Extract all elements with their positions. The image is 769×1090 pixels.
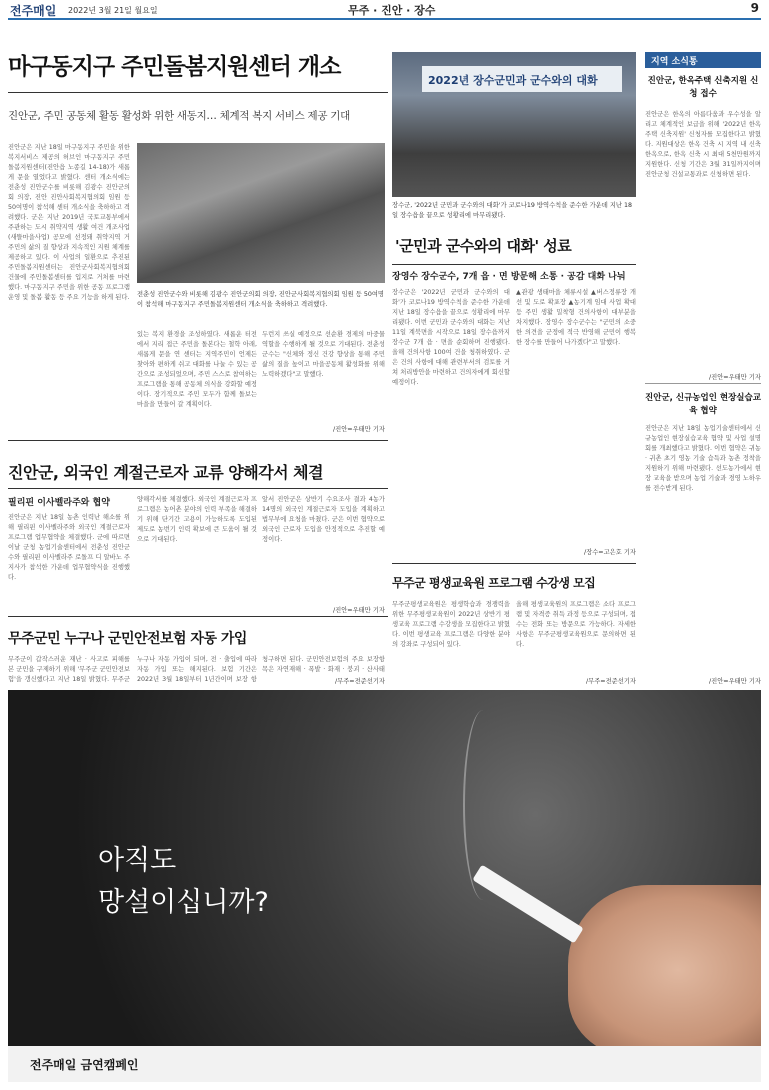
section-name: 무주 · 진안 · 장수 bbox=[348, 4, 436, 17]
article5-byline: /무주=전준선기자 bbox=[586, 678, 636, 685]
article3-col3: 앞서 진안군은 상반기 수요조사 결과 4농가 14명의 외국인 계절근로자 도입을 계획하고 법무부에 요청을 마쳤다. 군은 이번 협약으로 외국인 근로자 도입을 안정적으로 추진할 예정이다. bbox=[262, 496, 385, 543]
article1-col3: 두런지 쓰실 예정으로 선순환 경제의 마중물 역할을 수행하게 될 것으로 기대된다. 전춘성 군수는 "신체와 정신 건강 향상을 통해 주민 삶의 질을 높이고 마을공동체 활성화를 위해 노력하겠다"고 말했다. bbox=[262, 331, 385, 378]
article2-byline: /장수=고은호 기자 bbox=[584, 549, 636, 556]
article1-caption: 전춘성 진안군수와 비롯해 김광수 진안군의회 의장, 진안군사회복지협의회 임원 등 50여명이 참석해 마구동지구 주민돌봄지원센터 개소식을 축하하고 격려했다. bbox=[137, 291, 385, 308]
masthead-logo: 전주매일 bbox=[10, 4, 57, 18]
article1-byline: /진안=우태만 기자 bbox=[333, 426, 385, 433]
sidebar-item2-body: 진안군은 지난 18일 농업기술센터에서 신규농업인 현장실습교육 협약 및 사업 설명회를 개최했다고 밝혔다. 이번 협약은 귀농 · 귀촌 초기 영농 기술 습득과 농촌 정착을 지원하기 위해 마련됐다. 선도농가에서 현장 교육을 받으며 농업 기술과 경영 노하우를 전수받게 된다. bbox=[645, 425, 761, 492]
divider bbox=[645, 383, 761, 384]
sidebar-item1-byline: /진안=우태만 기자 bbox=[709, 374, 761, 381]
sidebar-item2-title: 진안군, 신규농업인 현장실습교육 협약 bbox=[645, 393, 761, 416]
divider bbox=[392, 264, 636, 265]
divider bbox=[8, 616, 388, 617]
sidebar-item1-body: 진안군은 한옥의 아름다움과 우수성을 알리고 체계적인 보급을 위해 '2022년 한옥주택 신축지원' 신청자를 모집한다고 밝혔다. 지원대상은 한옥 건축 시 지역 내 신축 한옥으로, 한옥 신축 시 최대 5천만원까지 지원한다. 신청 기간은 3월 31일까지이며 진안군청 건설교통과로 신청하면 된다. bbox=[645, 111, 761, 178]
hand-graphic bbox=[568, 885, 761, 1046]
ad-headline bbox=[98, 840, 269, 924]
article4-col3: 청구하면 된다. 군민안전보험의 주요 보장항목은 자연재해 · 폭발 · 화재 · 붕괴 · 산사태 bbox=[262, 656, 385, 673]
article2-subtitle: 장영수 장수군수, 7개 읍 · 면 방문해 소통 · 공감 대화 나눠 bbox=[392, 272, 626, 282]
article1-subtitle: 진안군, 주민 공동체 활동 활성화 위한 새동지… 체계적 복지 서비스 제공 기대 bbox=[8, 110, 350, 122]
page-number: 9 bbox=[750, 1, 759, 15]
article5-title: 무주군 평생교육원 프로그램 수강생 모집 bbox=[392, 576, 596, 590]
article3-col2: 양해각서를 체결했다. 외국인 계절근로자 프로그램은 농어촌 분야의 인력 부족을 해결하기 위해 단기간 고용이 가능하도록 도입된 제도로 농번기 인력 확보에 큰 도움이 될 것으로 기대된다. bbox=[137, 496, 257, 543]
divider bbox=[8, 440, 388, 441]
article4-col1: 무주군이 갑작스러운 재난 · 사고로 피해를 본 군민을 구제하기 위해 '무주군 군민안전보험'을 갱신했다고 지난 18일 밝혔다. 무주군 bbox=[8, 656, 130, 683]
article2-col2: ▲관광 생태마을 체류시설 ▲버스정류장 개선 및 도로 확포장 ▲농기계 임대 사업 확대 등 주민 생활 밀착형 건의사항이 대부분을 차지했다. 장영수 장수군수는 "군민의 소중한 의견을 군정에 적극 반영해 군민이 행복한 장수를 만들어 나가겠다"고 말했다. bbox=[516, 289, 636, 346]
article2-photo bbox=[392, 52, 636, 197]
article1-title: 마구동지구 주민돌봄지원센터 개소 bbox=[8, 54, 341, 80]
cigarette-graphic bbox=[472, 865, 583, 944]
issue-date: 2022년 3월 21일 월요일 bbox=[68, 6, 158, 15]
anti-smoking-ad bbox=[8, 690, 761, 1046]
article1-col2: 있는 복지 환경을 조성하였다. 새롭운 터전에서 지리 접근 주민을 돌본다는 철학 아래, 새롭게 문을 연 센터는 지역주민이 언제든 찾아와 편하게 쉬고 대화를 나눌 수 있는 공간으로 조성되었으며, 주민 스스로 참여하는 프로그램을 통해 공동체 의식을 강화할 예정이다. 장기적으로 주민 모두가 함께 돌보는 마을을 만들어 갈 계획이다. bbox=[137, 331, 257, 408]
page-header bbox=[8, 0, 761, 20]
article3-title: 진안군, 외국인 계절근로자 교류 양해각서 체결 bbox=[8, 463, 324, 482]
sidebar-item1-title: 진안군, 한옥주택 신축지원 신청 접수 bbox=[647, 76, 759, 99]
article3-kicker: 필리핀 이사벨라주와 협약 bbox=[8, 498, 110, 508]
ad-footer bbox=[8, 1046, 761, 1082]
article5-col1: 무주군평생교육원은 평생학습과 경쟁력을 위한 무주평생교육원이 2022년 상반기 평생교육 프로그램 수강생을 모집한다고 밝혔다. 이번 평생교육 프로그램은 다양한 분야의 강좌로 구성되어 있다. bbox=[392, 601, 510, 648]
article4-title: 무주군민 누구나 군민안전보험 자동 가입 bbox=[8, 631, 247, 647]
sidebar-header: 지역 소식통 bbox=[645, 52, 761, 68]
article3-col1: 진안군은 지난 18일 농촌 인력난 해소를 위해 필리핀 이사벨라주와 외국인 계절근로자 프로그램 업무협약을 체결했다. 군에 따르면 이날 군청 농업기술센터에서 전춘성 진안군수와 필리핀 이사벨라주 로돌프 디 알바노 주지사가 참석한 가운데 업무협약식을 진행했다. bbox=[8, 514, 130, 581]
ad-footer-text: 전주매일 금연캠페인 bbox=[30, 1058, 139, 1072]
article2-col1: 장수군은 '2022년 군민과 군수와의 대화'가 코로나19 방역수칙을 준수한 가운데 지난 18일 장수읍을 끝으로 성황리에 마무리됐다. 이번 군민과 군수와의 대화는 지난 11일 계북면을 시작으로 18일 장수읍까지 장수군 7개 읍 · 면을 순회하며 진행됐다. 올해 건의사항 100여 건을 청취하였다. 군은 건의 사항에 대해 관련부서의 검토를 거쳐 처리방안을 마련하고 건의자에게 회신할 예정이다. bbox=[392, 289, 510, 386]
article4-byline: /무주=전준선기자 bbox=[335, 678, 385, 685]
event-banner: 2022년 장수군민과 군수와의 대화 bbox=[422, 66, 622, 92]
ad-line1: 아직도 bbox=[98, 845, 177, 876]
article1-col1: 진안군은 지난 18일 마구동지구 주민을 위한 복지서비스 제공의 허브인 마구동지구 주민돌봄지원센터(진안읍 노종길 14-18)가 새롭게 문을 열었다고 밝혔다. 센터 개소식에는 전춘성 진안군수를 비롯해 김광수 진안군의회 의장, 진안 진안사회복지협의회 임원 등 50여명이 참석해 센터 개소식을 축하하고 격려했다. 군은 지난 2019년 국토교통부에서 주관하는 도시 취약지역 생활 여건 개조사업(새뜰마을사업) 공모에 선정돼 취약지역 거주민의 삶의 질 향상과 지속적인 지원 체계를 제공하고 있다. 이 사업의 일환으로 추진된 주민돌봄지원센터는 진안군사회복지협의회 건물에 주민돌봄센터를 입지로 거처를 마련했다. 마구동지구 주민을 위한 공동 프로그램 운영 및 돌봄 활동 등 주요 기능을 하게 된다. bbox=[8, 144, 130, 301]
article2-title: '군민과 군수와의 대화' 성료 bbox=[395, 237, 572, 255]
article3-byline: /진안=우태만 기자 bbox=[333, 607, 385, 614]
divider bbox=[8, 488, 388, 489]
article2-caption: 장수군, '2022년 군민과 군수와의 대화'가 코로나19 방역수칙을 준수한 가운데 지난 18일 장수읍을 끝으로 성황리에 마무리됐다. bbox=[392, 202, 633, 219]
article4-col2: 누구나 자동 가입이 되며, 전 · 출입에 따라 자동 가입 또는 해지된다. 보험 기간은 2022년 3월 18일부터 1년간이며 보장 항 bbox=[137, 656, 257, 683]
divider bbox=[392, 563, 636, 564]
divider bbox=[8, 92, 388, 93]
article1-photo bbox=[137, 143, 385, 283]
ad-line2: 망설이십니까? bbox=[98, 887, 269, 918]
article5-col2: 올해 평생교육원의 프로그램은 소다 프로그램 및 자격증 취득 과정 등으로 구성되며, 접수는 전화 또는 방문으로 가능하다. 자세한 사항은 무주군평생교육원으로 문의하면 된다. bbox=[516, 601, 636, 648]
sidebar-item2-byline: /진안=우태만 기자 bbox=[709, 678, 761, 685]
